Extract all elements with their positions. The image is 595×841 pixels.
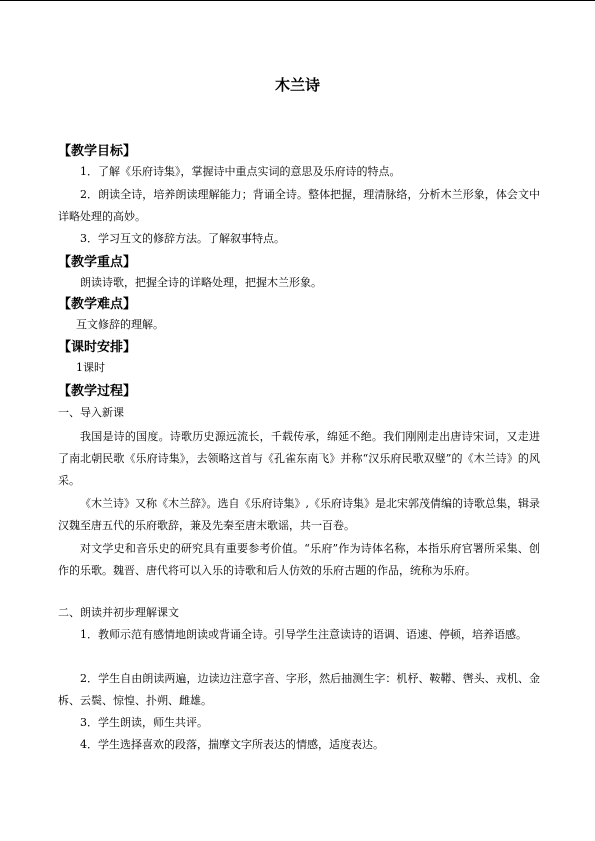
- section-1-paragraph: 我国是诗的国度。诗歌历史源远流长，千载传承，绵延不绝。我们刚刚走出唐诗宋词，又走进了南北朝民歌《乐府诗集》，去领略这首与《孔雀东南飞》并称“汉乐府民歌双璧”的《木兰诗》的风采。: [58, 430, 540, 487]
- section-2-title: 二、朗读并初步理解课文: [58, 606, 179, 619]
- objective-1: 1．了解《乐府诗集》，掌握诗中重点实词的意思及乐府诗的特点。: [80, 165, 401, 178]
- heading-key-points: 【教学重点】: [58, 255, 137, 270]
- difficulties-text: 互文修辞的理解。: [76, 318, 164, 331]
- key-points-text: 朗读诗歌，把握全诗的详略处理，把握木兰形象。: [80, 276, 322, 289]
- section-1-title: 一、导入新课: [58, 406, 124, 419]
- heading-difficulties: 【教学难点】: [58, 297, 137, 312]
- section-1-paragraph: 《木兰诗》又称《木兰辞》。选自《乐府诗集》,《乐府诗集》是北宋郭茂倩编的诗歌总集，辑录汉魏至唐五代的乐府歌辞，兼及先秦至唐末歌谣，共一百卷。: [58, 497, 540, 532]
- heading-process: 【教学过程】: [58, 384, 137, 399]
- heading-objectives: 【教学目标】: [58, 144, 137, 159]
- section-2-step: 1．教师示范有感情地朗读或背诵全诗。引导学生注意读诗的语调、语速、停顿，培养语感。: [80, 628, 527, 641]
- section-1-paragraph: 对文学史和音乐史的研究具有重要参考价值。“乐府”作为诗体名称，本指乐府官署所采集、创作的乐歌。魏晋、唐代将可以入乐的诗歌和后人仿效的乐府古题的作品，统称为乐府。: [58, 542, 540, 577]
- heading-schedule: 【课时安排】: [58, 340, 137, 355]
- section-2-step: 2．学生自由朗读两遍，边读边注意字音、字形，然后抽测生字：机杼、鞍鞯、辔头、戎机、金柝、云鬓、惊惶、扑朔、雌雄。: [58, 672, 540, 707]
- section-2-step: 4．学生选择喜欢的段落，揣摩文字所表达的情感，适度表达。: [80, 738, 384, 751]
- document-title: 木兰诗: [274, 76, 320, 94]
- schedule-text: 1课时: [76, 361, 105, 374]
- objective-3: 3．学习互文的修辞方法。了解叙事特点。: [80, 232, 285, 245]
- objective-2: 2．朗读全诗，培养朗读理解能力；背诵全诗。整体把握，理清脉络，分析木兰形象，体会文中详略处理的高妙。: [58, 188, 540, 223]
- section-2-step: 3．学生朗读，师生共评。: [80, 716, 208, 729]
